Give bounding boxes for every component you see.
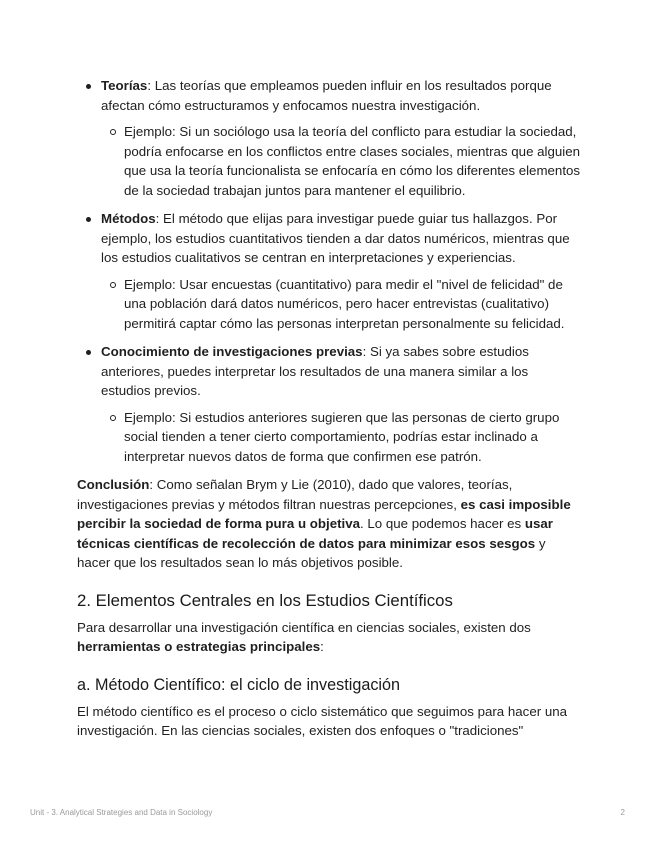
influence-factors-list xyxy=(77,76,581,466)
example-item: Ejemplo: Usar encuestas (cuantitativo) para medir el "nivel de felicidad" de una población dará datos numéricos, pero hacer entrevistas (cualitativo) permitirá captar cómo las personas interpretan personalmente su felicidad. xyxy=(101,275,581,334)
conclusion-text: y hacer que los resultados sean lo más objetivos posible. xyxy=(77,535,546,570)
item-text: : Las teorías que empleamos pueden influir en los resultados porque afectan cómo estructuramos y enfocamos nuestra investigación. xyxy=(101,78,552,113)
page-footer xyxy=(30,808,625,817)
sub-list xyxy=(101,408,581,467)
sub-list xyxy=(101,122,581,200)
document-body xyxy=(77,76,581,741)
sub-list xyxy=(101,275,581,334)
conclusion-emphasis: es casi imposible percibir la sociedad de forma pura u objetiva xyxy=(77,496,571,531)
list-item xyxy=(77,209,581,333)
section-intro xyxy=(77,618,581,657)
intro-end: : xyxy=(320,639,324,654)
intro-text: Para desarrollar una investigación científica en ciencias sociales, existen dos xyxy=(77,619,531,635)
example-item: Ejemplo: Si un sociólogo usa la teoría del conflicto para estudiar la sociedad, podría enfocarse en los conflictos entre clases sociales, mientras que alguien que usa la teoría funcionalista se enfocaría en cómo los diferentes elementos de la sociedad trabajan juntos para mantener el equilibrio. xyxy=(101,122,581,200)
subsection-heading: a. Método Científico: el ciclo de investigación xyxy=(77,675,401,694)
footer-title: Unit - 3. Analytical Strategies and Data in Sociology xyxy=(30,808,213,817)
conclusion-emphasis: usar técnicas científicas de recolección de datos para minimizar esos sesgos xyxy=(77,516,553,551)
subsection-paragraph: El método científico es el proceso o ciclo sistemático que seguimos para hacer una investigación. En las ciencias sociales, existen dos enfoques o "tradiciones" xyxy=(77,703,568,738)
conclusion-label: Conclusión xyxy=(77,477,150,492)
conclusion-paragraph xyxy=(77,475,581,573)
page-number: 2 xyxy=(620,808,625,817)
conclusion-text: . Lo que podemos hacer es xyxy=(360,516,525,531)
item-text: : Si ya sabes sobre estudios anteriores, puedes interpretar los resultados de una manera similar a los estudios previos. xyxy=(101,344,529,398)
term-label: Métodos xyxy=(101,211,156,226)
example-item: Ejemplo: Si estudios anteriores sugieren que las personas de cierto grupo social tienden a tener cierto comportamiento, podrías estar inclinado a interpretar nuevos datos de forma que confirmen ese patrón. xyxy=(101,408,581,467)
section-heading: 2. Elementos Centrales en los Estudios Científicos xyxy=(77,590,453,610)
term-label: Teorías xyxy=(101,78,148,93)
intro-emphasis: herramientas o estrategias principales xyxy=(77,639,321,654)
conclusion-text: : Como señalan Brym y Lie (2010), dado que valores, teorías, investigaciones previas y métodos filtran nuestras percepciones, xyxy=(77,477,513,512)
list-item xyxy=(77,342,581,466)
term-label: Conocimiento de investigaciones previas xyxy=(101,344,363,359)
item-text: : El método que elijas para investigar puede guiar tus hallazgos. Por ejemplo, los estudios cuantitativos tienden a dar datos numéricos, mientras que los estudios cualitativos se centran en interpretaciones y experiencias. xyxy=(101,211,570,265)
list-item xyxy=(77,76,581,200)
